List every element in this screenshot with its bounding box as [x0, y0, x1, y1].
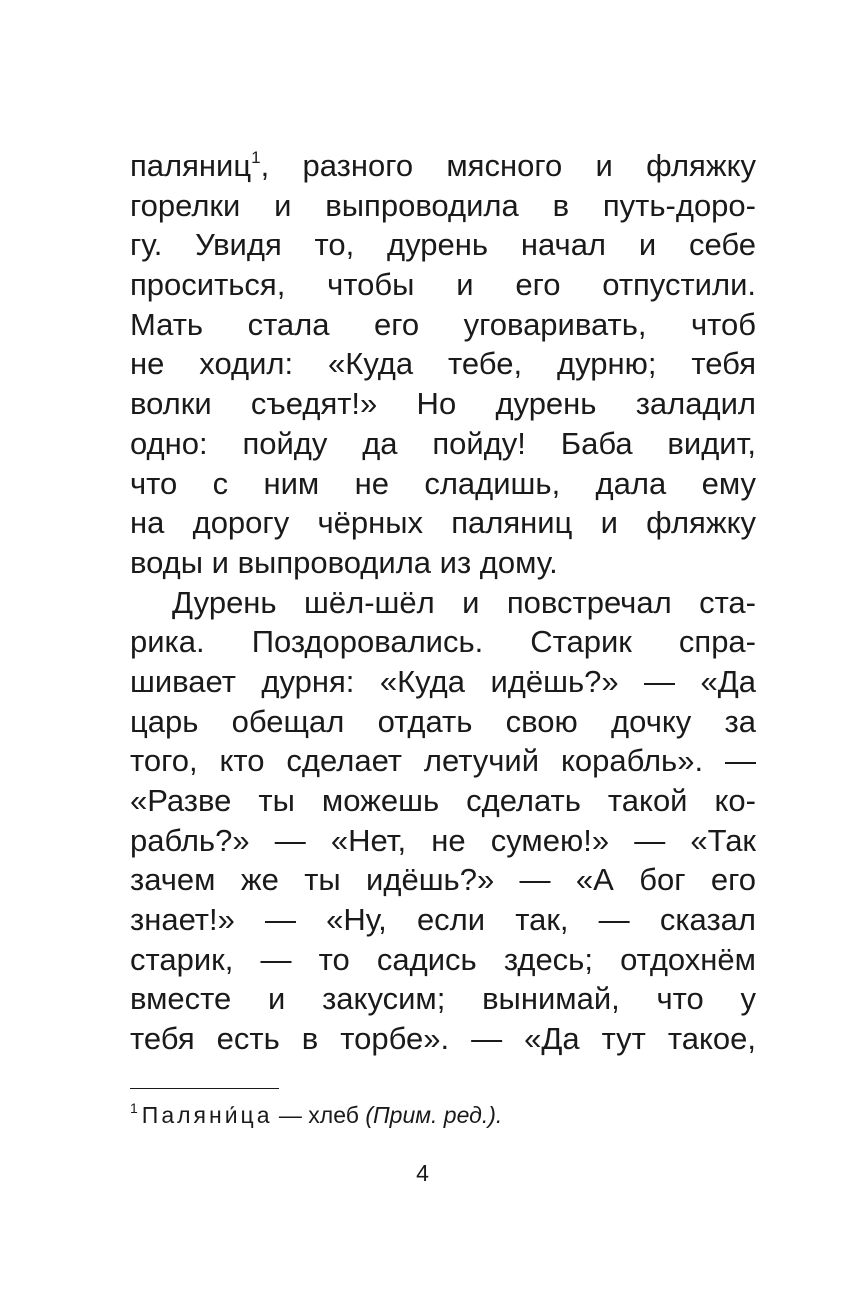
- text-line: Мать стала его уговаривать, чтоб: [130, 306, 756, 342]
- text-line: «Разве ты можешь сделать такой ко-: [130, 783, 756, 818]
- text-line: тебя есть в торбе». — «Да тут такое,: [130, 1021, 756, 1057]
- text-line: рабль?» — «Нет, не сумею!» — «Так: [130, 822, 756, 858]
- text-line: того, кто сделает летучий корабль». —: [130, 743, 756, 779]
- text-line: проситься, чтобы и его отпустили.: [130, 267, 756, 303]
- text-line: волки съедят!» Но дурень заладил: [130, 386, 756, 422]
- text-line: что с ним не сладишь, дала ему: [130, 465, 756, 501]
- text-line: знает!» — «Ну, если так, — сказал: [130, 902, 756, 938]
- page-number: 4: [416, 1160, 429, 1186]
- footnote-divider: [130, 1088, 279, 1089]
- text-line: рика. Поздоровались. Старик спра-: [130, 624, 756, 660]
- text-line: воды и выпроводила из дому.: [130, 544, 558, 580]
- footnote-term: Паляни́ца: [141, 1102, 273, 1128]
- text-line: горелки и выпроводила в путь-доро-: [130, 187, 756, 223]
- footnote-reference[interactable]: 1: [251, 148, 261, 167]
- text-fragment: паляниц: [130, 148, 252, 183]
- footnote: [130, 1100, 502, 1130]
- text-line: царь обещал отдать свою дочку за: [130, 703, 756, 739]
- text-line: Дурень шёл-шёл и повстречал ста-: [172, 584, 756, 620]
- footnote-mark: 1: [130, 1100, 138, 1116]
- body-text: [130, 146, 756, 1059]
- footnote-text: — хлеб: [272, 1102, 366, 1128]
- footnote-editor-note: (Прим. ред.).: [365, 1102, 503, 1128]
- text-line: старик, — то садись здесь; отдохнём: [130, 941, 756, 977]
- text-line: вместе и закусим; вынимай, что у: [130, 981, 756, 1017]
- text-line: [130, 146, 756, 186]
- text-line: зачем же ты идёшь?» — «А бог его: [130, 862, 756, 898]
- text-line: шивает дурня: «Куда идёшь?» — «Да: [130, 663, 756, 699]
- text-line: одно: пойду да пойду! Баба видит,: [130, 425, 756, 461]
- text-line: гу. Увидя то, дурень начал и себе: [130, 227, 756, 263]
- text-line: не ходил: «Куда тебе, дурню; тебя: [130, 346, 756, 382]
- text-line: на дорогу чёрных паляниц и фляжку: [130, 505, 756, 541]
- text-fragment: , разного мясного и фляжку: [260, 148, 756, 183]
